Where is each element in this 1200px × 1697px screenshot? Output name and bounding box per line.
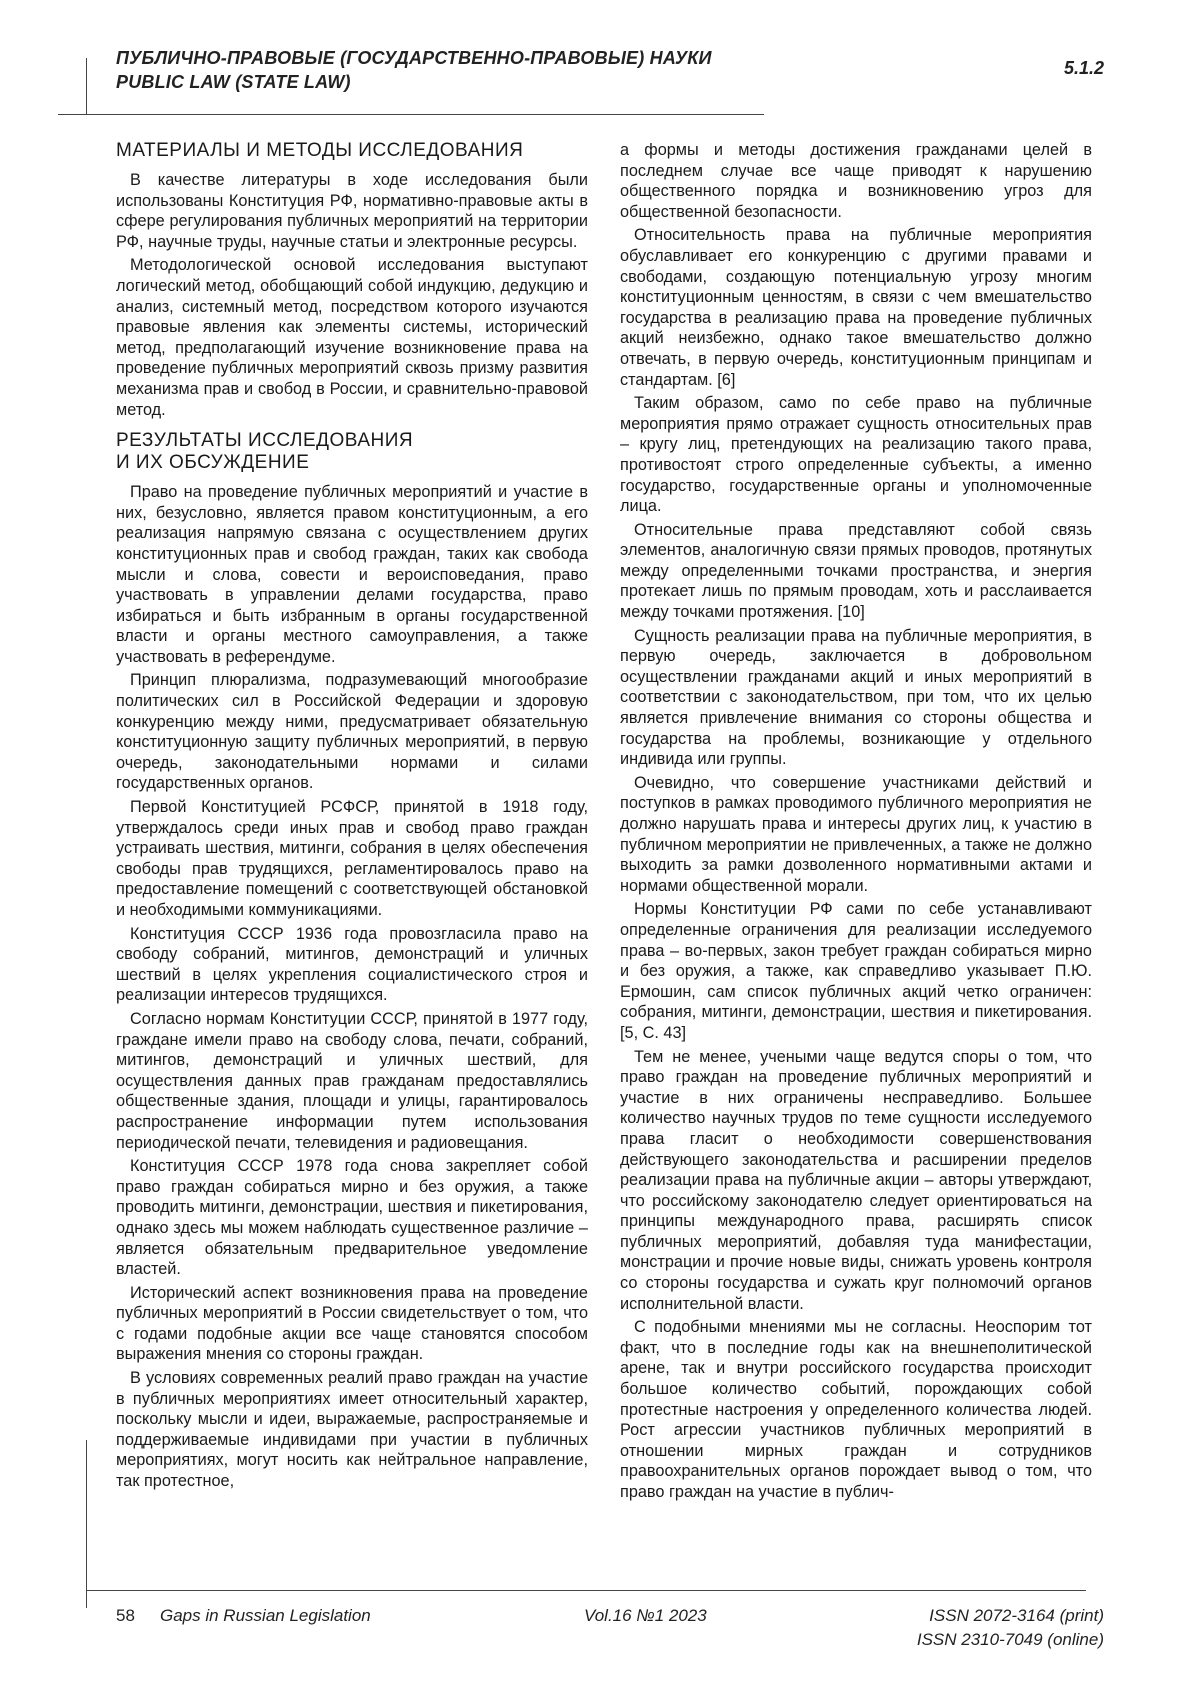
footer-vertical-rule (86, 1440, 87, 1608)
heading-results (116, 430, 588, 474)
paragraph: Исторический аспект возникновения права на проведение публичных мероприятий в России свидетельствует о том, что с годами подобные акции все чаще становятся способом выражения мнения со стороны граждан. (116, 1283, 588, 1365)
footer-horizontal-rule (86, 1590, 1086, 1591)
issn-print: ISSN 2072-3164 (print) (929, 1606, 1104, 1626)
paragraph: Конституция СССР 1978 года снова закрепляет собой право граждан собираться мирно и без оружия, а также проводить митинги, демонстрации, шествия и пикетирования, однако здесь мы можем наблюдать существенное различие – является обязательным предварительное уведомление властей. (116, 1156, 588, 1280)
journal-volume: Vol.16 №1 2023 (584, 1606, 707, 1626)
header-title-ru: ПУБЛИЧНО-ПРАВОВЫЕ (ГОСУДАРСТВЕННО-ПРАВОВЫЕ) НАУКИ (116, 48, 712, 69)
paragraph: С подобными мнениями мы не согласны. Неоспорим тот факт, что в последние годы как на внешнеполитической арене, так и внутри российского государства происходит большое количество событий, порождающих собой протестные настроения у определенного количества людей. Рост агрессии участников публичных мероприятий в отношении мирных граждан и сотрудников правоохранительных органов порождает вывод о том, что право граждан на участие в публич- (620, 1317, 1092, 1502)
paragraph: Тем не менее, учеными чаще ведутся споры о том, что право граждан на проведение публичных мероприятий и участие в них ограничены несправедливо. Большее количество научных трудов по теме сущности исследуемого права гласит о необходимости совершенствования действующего законодательства и расширении пределов реализации права на публичные акции – авторы утверждают, что российскому законодателю следует ориентироваться на принципы международного права, расширять список публичных мероприятий, добавляя туда манифестации, монстрации и прочие новые виды, снижать уровень контроля со стороны государства и сужать круг полномочий органов исполнительной власти. (620, 1047, 1092, 1315)
paragraph: Право на проведение публичных мероприятий и участие в них, безусловно, является правом конституционным, а его реализация напрямую связана с осуществлением других конституционных прав и свобод граждан, таких как свобода мысли и слова, совести и вероисповедания, право участвовать в управлении делами государства, право избираться и быть избранным в органы государственной власти и органы местного самоуправления, а также участвовать в референдуме. (116, 482, 588, 667)
paragraph: Принцип плюрализма, подразумевающий многообразие политических сил в Российской Федерации и здоровую конкуренцию между ними, предусматривает обязательную конституционную защиту публичных мероприятий, в первую очередь, законодательными нормами и силами государственных органов. (116, 670, 588, 794)
paragraph: Конституция СССР 1936 года провозгласила право на свободу собраний, митингов, демонстраций и уличных шествий в целях укрепления социалистического строя и реализации интересов трудящихся. (116, 924, 588, 1006)
header-horizontal-rule (58, 114, 764, 115)
paragraph: Первой Конституцией РСФСР, принятой в 1918 году, утверждалось среди иных прав и свобод право граждан устраивать шествия, митинги, собрания в целях обеспечения свободы прав трудящихся, регламентировалось право на предоставление помещений с соответствующей обстановкой и необходимыми коммуникациями. (116, 797, 588, 921)
heading-materials-methods: МАТЕРИАЛЫ И МЕТОДЫ ИССЛЕДОВАНИЯ (116, 140, 588, 162)
left-column (116, 140, 588, 1495)
paragraph-continuation: а формы и методы достижения гражданами целей в последнем случае все чаще приводят к нарушению общественного порядка и возникновению угроз для общественной безопасности. (620, 140, 1092, 222)
paragraph: Сущность реализации права на публичные мероприятия, в первую очередь, заключается в добровольном осуществлении гражданами акций и иных мероприятий в соответствии с законодательством, при том, что их целью является привлечение внимания со стороны общества и государства на проблемы, возникающие у отдельного индивида или группы. (620, 626, 1092, 770)
heading-results-line-1: РЕЗУЛЬТАТЫ ИССЛЕДОВАНИЯ (116, 430, 413, 451)
section-code: 5.1.2 (1064, 58, 1104, 79)
paragraph: Методологической основой исследования выступают логический метод, обобщающий собой индукцию, дедукцию и анализ, системный метод, посредством которого изучаются правовые явления как элементы системы, исторический метод, предполагающий изучение возникновение права на проведение публичных мероприятий сквозь призму развития механизма прав и свобод в России, и сравнительно-правовой метод. (116, 255, 588, 420)
heading-results-line-2: И ИХ ОБСУЖДЕНИЕ (116, 452, 309, 473)
paragraph: Относительность права на публичные мероприятия обуславливает его конкуренцию с другими правами и свободами, создающую потенциальную угрозу многим конституционным ценностям, в связи с чем вмешательство государства в реализацию права на проведение публичных акций неизбежно, однако такое вмешательство должно отвечать, в первую очередь, конституционным принципам и стандартам. [6] (620, 225, 1092, 390)
issn-online: ISSN 2310-7049 (online) (917, 1630, 1104, 1650)
paragraph: В качестве литературы в ходе исследования были использованы Конституция РФ, нормативно-правовые акты в сфере регулирования публичных мероприятий на территории РФ, научные труды, научные статьи и электронные ресурсы. (116, 170, 588, 252)
paragraph: Очевидно, что совершение участниками действий и поступков в рамках проводимого публичного мероприятия не должно нарушать права и интересы других лиц, к участию в публичном мероприятии не привлеченных, а также не должно выходить за рамки дозволенного нормативными актами и нормами общественной морали. (620, 773, 1092, 897)
right-column (620, 140, 1092, 1506)
header-title-en: PUBLIC LAW (STATE LAW) (116, 72, 351, 93)
paragraph: В условиях современных реалий право граждан на участие в публичных мероприятиях имеет относительный характер, поскольку мысли и идеи, выражаемые, распространяемые и поддерживаемые индивидами при участии в публичных мероприятиях, могут носить как нейтральное направление, так протестное, (116, 1368, 588, 1492)
paragraph: Нормы Конституции РФ сами по себе устанавливают определенные ограничения для реализации исследуемого права – во-первых, закон требует граждан собираться мирно и без оружия, а также, как справедливо указывает П.Ю. Ермошин, сам список публичных акций четко ограничен: собрания, митинги, демонстрации, шествия и пикетирования. [5, С. 43] (620, 899, 1092, 1043)
header-vertical-rule (86, 58, 87, 114)
paragraph: Согласно нормам Конституции СССР, принятой в 1977 году, граждане имели право на свободу слова, печати, собраний, митингов, демонстраций и уличных шествий, для осуществления данных прав гражданам предоставлялись общественные здания, площади и улицы, гарантировалось распространение информации путем использования периодической печати, телевидения и радиовещания. (116, 1009, 588, 1153)
paragraph: Таким образом, само по себе право на публичные мероприятия прямо отражает сущность относительных прав – кругу лиц, претендующих на реализацию такого права, противостоят строго определенные субъекты, а именно государство, государственные органы и уполномоченные лица. (620, 393, 1092, 517)
page-number: 58 (116, 1606, 135, 1626)
journal-name: Gaps in Russian Legislation (160, 1606, 371, 1626)
paragraph: Относительные права представляют собой связь элементов, аналогичную связи прямых проводов, протянутых между определенными точками пространства, и энергия протекает лишь по прямым проводам, хоть и расслаивается между точками протяжения. [10] (620, 520, 1092, 623)
